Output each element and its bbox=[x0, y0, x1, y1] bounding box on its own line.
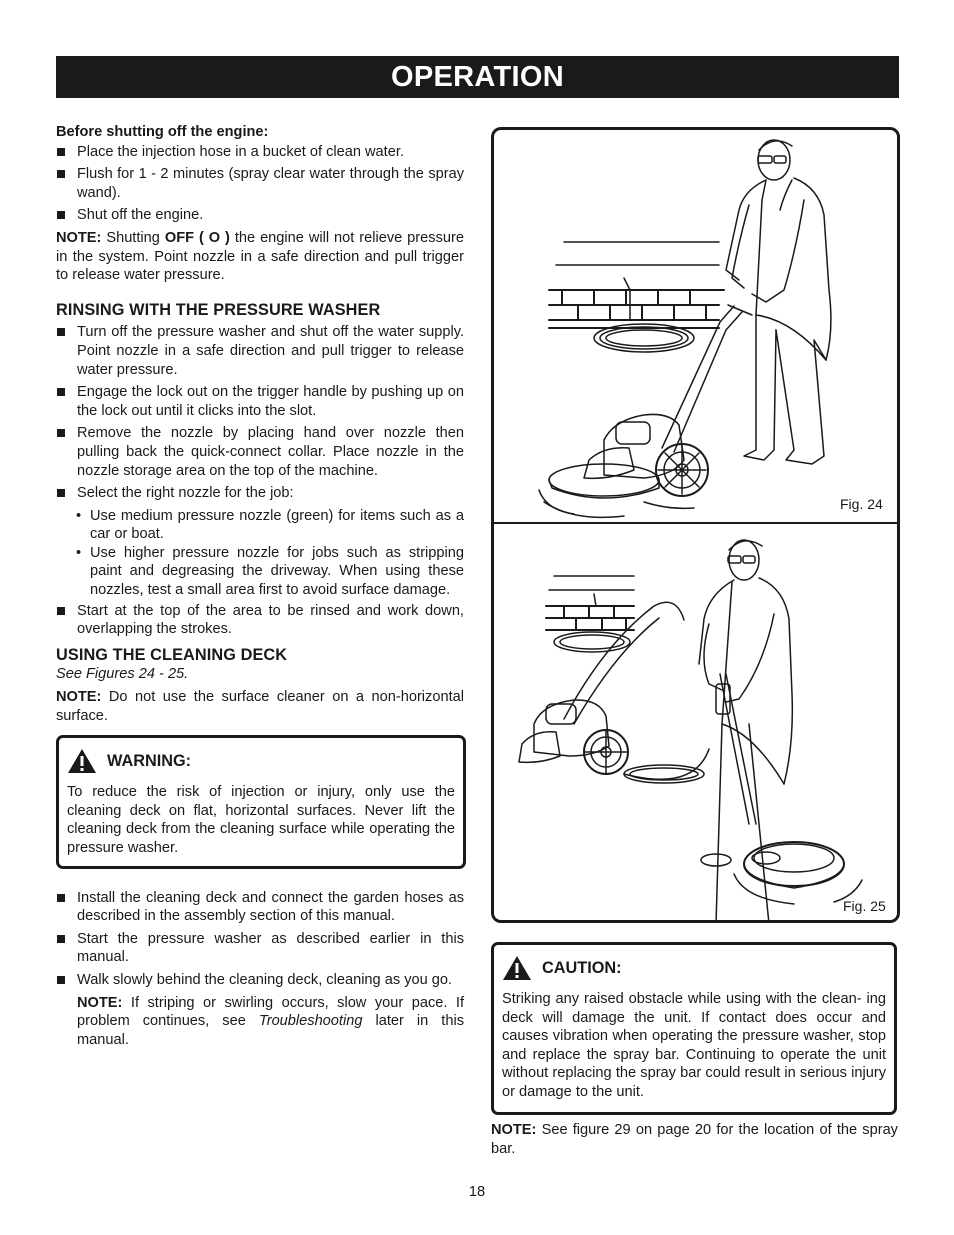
note-label: NOTE: bbox=[56, 229, 102, 246]
off-label: OFF ( O ) bbox=[164, 229, 230, 246]
list-item: Turn off the pressure washer and shut off the water supply. Point nozzle in a safe direction and pull trigger to release water pressure. bbox=[56, 323, 464, 379]
warning-icon bbox=[67, 748, 97, 774]
figure-25-label: Fig. 25 bbox=[843, 898, 886, 914]
rinsing-list bbox=[56, 323, 464, 502]
caution-header bbox=[502, 955, 886, 981]
list-item: Shut off the engine. bbox=[56, 206, 464, 225]
shutdown-note bbox=[56, 229, 464, 285]
cleaning-deck-heading: USING THE CLEANING DECK bbox=[56, 645, 288, 664]
list-item: Walk slowly behind the cleaning deck, cleaning as you go. bbox=[56, 971, 464, 990]
rinsing-list-end bbox=[56, 602, 464, 639]
rinsing-heading: RINSING WITH THE PRESSURE WASHER bbox=[56, 300, 381, 319]
warning-header bbox=[67, 748, 455, 774]
caution-title: CAUTION: bbox=[542, 958, 622, 977]
page-number: 18 bbox=[468, 1184, 486, 1200]
note-label: NOTE: bbox=[56, 689, 102, 706]
before-shutdown-heading: Before shutting off the engine: bbox=[56, 124, 269, 140]
sub-list-item: • Use medium pressure nozzle (green) for items such as a car or boat. bbox=[56, 507, 464, 544]
list-item: Install the cleaning deck and connect the garden hoses as described in the assembly section of this manual. bbox=[56, 889, 464, 926]
warning-text: To reduce the risk of injection or injury, only use the cleaning deck on flat, horizontal surfaces. Never lift the cleaning deck from the cleaning surface while operating the pressure washer. bbox=[67, 784, 455, 856]
see-figures: See Figures 24 - 25. bbox=[56, 666, 189, 683]
caution-icon bbox=[502, 955, 532, 981]
list-item: Flush for 1 - 2 minutes (spray clear water through the spray wand). bbox=[56, 165, 464, 202]
note-text: If striping or swirling occurs, slow your pace. If problem continues, see bbox=[77, 994, 465, 1030]
list-item: Engage the lock out on the trigger handle by pushing up on the lock out until it clicks into the slot. bbox=[56, 383, 464, 420]
list-item: Select the right nozzle for the job: bbox=[56, 484, 464, 503]
deck-note-2 bbox=[56, 994, 464, 1050]
note-text: See figure 29 on page 20 for the location of the spray bar. bbox=[491, 1122, 898, 1157]
list-item: Place the injection hose in a bucket of clean water. bbox=[56, 143, 464, 162]
caution-text: Striking any raised obstacle while using with the clean- ing deck will damage the unit. If contact does occur and causes vibration when operating the pressure washer, stop and replace the spray bar. Continuing to operate the unit without replacing the spray bar could result in serious injury or damage to the unit. bbox=[502, 991, 886, 1100]
caution-box bbox=[491, 942, 897, 1115]
before-shutdown-list bbox=[56, 143, 464, 225]
spray-bar-note bbox=[491, 1121, 898, 1158]
deck-note bbox=[56, 688, 464, 725]
deck-list bbox=[56, 889, 464, 990]
figure-panel bbox=[491, 127, 900, 923]
list-item: Start at the top of the area to be rinsed and work down, overlapping the strokes. bbox=[56, 602, 464, 639]
list-item: Remove the nozzle by placing hand over nozzle then pulling back the quick-connect collar. Place nozzle in the nozzle storage area on the top of the machine. bbox=[56, 424, 464, 480]
note-text: Do not use the surface cleaner on a non-horizontal surface. bbox=[56, 689, 464, 724]
note-label: NOTE: bbox=[491, 1122, 537, 1138]
figure-24-label: Fig. 24 bbox=[840, 496, 883, 512]
note-text: later in this manual. bbox=[77, 1013, 464, 1048]
page-title: OPERATION bbox=[56, 56, 899, 98]
left-column bbox=[56, 123, 464, 1049]
troubleshooting-ref: Troubleshooting bbox=[258, 1013, 363, 1030]
figure-25-illustration bbox=[494, 524, 897, 920]
figure-24-illustration bbox=[494, 130, 897, 522]
warning-box bbox=[56, 735, 466, 868]
note-text: the engine will not relieve pressure in the system. Point nozzle in a safe direction and pull trigger to release water pressure. bbox=[56, 229, 464, 284]
sub-list-item: • Use higher pressure nozzle for jobs such as stripping paint and degreasing the driveway. When using these nozzles, test a small area first to avoid surface damage. bbox=[56, 544, 464, 600]
note-text: Shutting bbox=[106, 229, 160, 246]
note-label: NOTE: bbox=[77, 994, 123, 1011]
warning-title: WARNING: bbox=[107, 751, 192, 770]
list-item: Start the pressure washer as described earlier in this manual. bbox=[56, 930, 464, 967]
